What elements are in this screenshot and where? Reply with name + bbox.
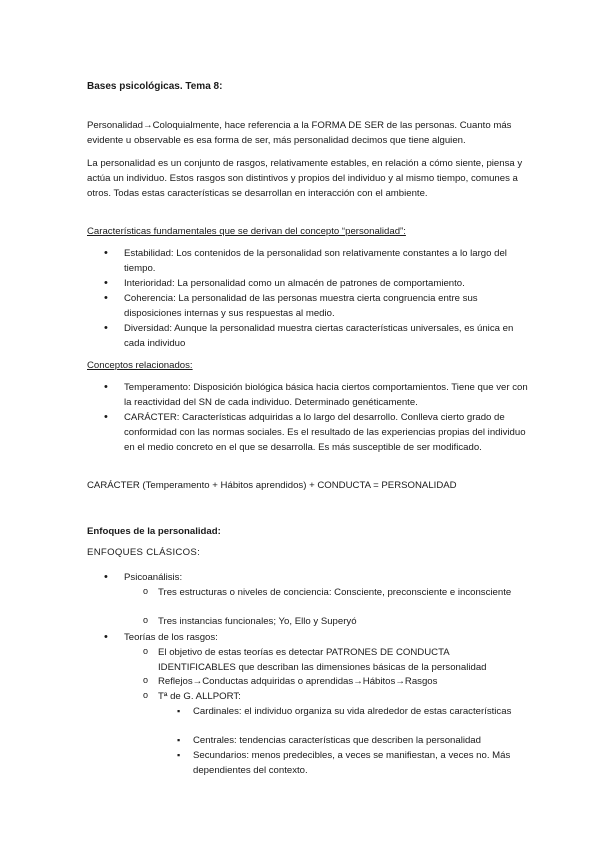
list-item: • CARÁCTER: Características adquiridas a lo largo del desarrollo. Conlleva cierto grado de conformidad con las normas sociales. Es el resultado de las experiencias propias del individuo en el medio concreto en el que se desarrolla. Es más susceptible de ser modificado.	[124, 410, 528, 455]
sub-sub-list-item: ▪ Cardinales: el individuo organiza su vida alrededor de estas características	[193, 704, 528, 719]
list-item-psicoanalisis: • Psicoanálisis:	[124, 570, 528, 585]
enfoques-heading: Enfoques de la personalidad:	[87, 526, 221, 537]
sub-list-item: o Tres estructuras o niveles de conciencia: Consciente, preconsciente e inconsciente	[158, 585, 528, 600]
sub-sub-list-item: ▪ Centrales: tendencias características que describen la personalidad	[193, 733, 528, 748]
list-item-rasgos: • Teorías de los rasgos:	[124, 630, 528, 645]
sub-list-item: o Tª de G. ALLPORT:	[158, 689, 528, 704]
sub-list-item: o El objetivo de estas teorías es detectar PATRONES DE CONDUCTA IDENTIFICABLES que describan las dimensiones básicas de la personalidad	[158, 645, 528, 675]
caracteristicas-heading: Características fundamentales que se derivan del concepto “personalidad”:	[87, 226, 406, 237]
enfoques-clasicos-subheading: ENFOQUES CLÁSICOS:	[87, 547, 201, 558]
sub-list-item: o Tres instancias funcionales; Yo, Ello y Superyó	[158, 614, 528, 629]
list-item: • Interioridad: La personalidad como un almacén de patrones de comportamiento.	[124, 276, 528, 291]
list-item: • Coherencia: La personalidad de las personas muestra cierta congruencia entre sus disposiciones internas y sus respuestas al medio.	[124, 291, 528, 321]
intro-paragraph-1: Personalidad→Coloquialmente, hace referencia a la FORMA DE SER de las personas. Cuanto más evidente u observable es esa forma de ser, más personalidad decimos que tiene alguien.	[87, 120, 512, 146]
intro-paragraph-2: La personalidad es un conjunto de rasgos, relativamente estables, en relación a cómo siente, piensa y actúa un individuo. Estos rasgos son distintivos y propios del individuo y al mismo tiempo, comunes a otros. Todas estas características se desarrollan en interacción con el ambiente.	[87, 158, 523, 199]
sub-list-item: o Reflejos→Conductas adquiridas o aprendidas→Hábitos→Rasgos	[158, 674, 528, 689]
list-item: • Temperamento: Disposición biológica básica hacia ciertos comportamientos. Tiene que ver con la reactividad del SN de cada individuo. Determinado genéticamente.	[124, 380, 528, 410]
sub-sub-list-item: ▪ Secundarios: menos predecibles, a veces se manifiestan, a veces no. Más dependientes del contexto.	[193, 748, 528, 778]
list-item: • Diversidad: Aunque la personalidad muestra ciertas características universales, es única en cada individuo	[124, 321, 528, 351]
conceptos-heading: Conceptos relacionados:	[87, 360, 193, 371]
document-title: Bases psicológicas. Tema 8:	[87, 81, 223, 92]
list-item: • Estabilidad: Los contenidos de la personalidad son relativamente constantes a lo largo del tiempo.	[124, 246, 528, 276]
personalidad-formula: CARÁCTER (Temperamento + Hábitos aprendidos) + CONDUCTA = PERSONALIDAD	[87, 480, 457, 491]
